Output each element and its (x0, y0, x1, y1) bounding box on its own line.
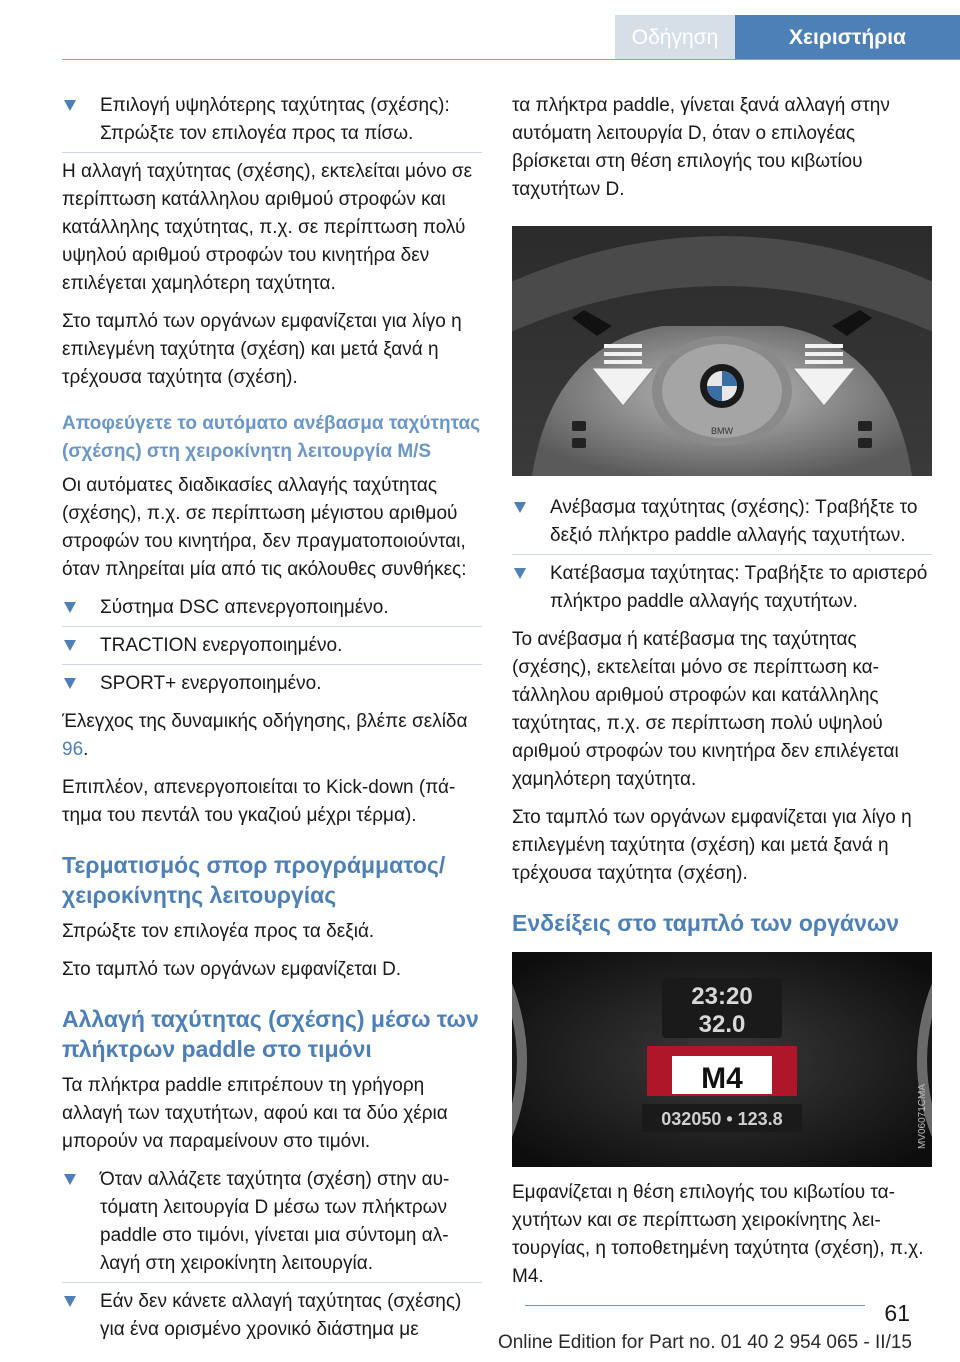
steering-wheel-figure (512, 226, 932, 476)
bullet-triangle-icon (514, 502, 526, 513)
bullet-text: Εάν δεν κάνετε αλλαγή ταχύτητας (σχέσης) για ένα ορισμένο χρονικό διάστημα με (100, 1291, 462, 1340)
cluster-odometer: 032050 • 123.8 (661, 1109, 783, 1129)
cluster-gear: M4 (701, 1062, 743, 1095)
heading-avoid-upshift: Αποφεύγετε το αυτόματο ανέβασμα ταχύτητας (σχέσης) στη χειροκίνητη λειτουργία M/S (62, 413, 481, 462)
bullet-triangle-icon (64, 678, 76, 689)
cluster-time: 23:20 (691, 983, 753, 1010)
bullet-upshift-paddle (512, 494, 932, 550)
bullet-text: Ανέβασμα ταχύτητας (σχέσης): Τραβήξτε το δεξιό πλήκτρο paddle αλλαγής ταχυτήτων. (550, 497, 918, 546)
steering-wheel-illustration (512, 226, 932, 476)
paragraph-shift-conditions-paddle: Το ανέβασμα ή κατέβασμα της ταχύτητας (σχέσης), εκτελείται μόνο σε περίπτωση κατάλληλου αριθμού στροφών και κατάλληλης ταχύτητας, π.χ. σε περίπτωση πολύ υψηλού αριθμού στροφών του κινητήρα δεν επιλέγεται χαμηλότερη ταχύτητα. (512, 629, 899, 790)
bullet-triangle-icon (64, 640, 76, 651)
header-divider (62, 59, 960, 60)
page-header (0, 0, 960, 60)
paragraph-display-info-paddle: Στο ταμπλό των οργάνων εμφανίζεται για λίγο η επιλεγμένη ταχύτητα (σχέση) και μετά ξανά η τρέχουσα ταχύτητα (σχέση). (512, 807, 912, 884)
heading-end-sport-program: Τερματισμός σπορ προγράμματος/ χειροκίνητης λειτουργίας (62, 852, 446, 908)
paragraph-push-right: Σπρώξτε τον επιλογέα προς τα δεξιά. (62, 921, 375, 942)
paragraph-kickdown: Επιπλέον, απενεργοποιείται το Kick-down (πάτημα του πεντάλ του γκαζιού μέχρι τέρμα). (62, 777, 456, 826)
paragraph-driving-dynamics (62, 708, 482, 764)
paragraph-text: . (83, 739, 89, 760)
logo-text: BMW (711, 426, 733, 436)
bullet-triangle-icon (514, 568, 526, 579)
bullet-text: Κατέβασμα ταχύτητας: Τραβήξτε το αριστερό πλήκτρο paddle αλλαγής ταχυτήτων. (550, 563, 928, 612)
paragraph-paddle-return: τα πλήκτρα paddle, γίνεται ξανά αλλαγή στην αυτόματη λειτουργία D, όταν ο επιλογέας βρίσκεται στη θέση επιλογής του κιβωτίου ταχυτήτων D. (512, 95, 890, 200)
footer-divider (525, 1305, 865, 1306)
bullet-triangle-icon (64, 100, 76, 111)
page-footer (0, 1300, 960, 1362)
bullet-upshift-selector (62, 92, 482, 148)
left-column (62, 92, 482, 1354)
edition-text: Online Edition for Part no. 01 40 2 954 065 - II/15 (497, 1332, 912, 1353)
bullet-dsc-off (62, 594, 482, 622)
paragraph-gear-position: Εμφανίζεται η θέση επιλογής του κιβωτίου ταχυτήτων και σε περίπτωση χειροκίνητης λειτουργίας, η τοποθετημένη ταχύτητα (σχέση), π.χ. M4. (512, 1182, 924, 1287)
instrument-cluster-illustration (512, 952, 932, 1167)
right-column (512, 92, 932, 1301)
bullet-text: Επιλογή υψηλότερης ταχύτητας (σχέσης): Σπρώξτε τον επιλογέα προς τα πίσω. (100, 95, 450, 144)
paragraph-shift-conditions: Η αλλαγή ταχύτητας (σχέσης), εκτελείται μόνο σε περίπτωση κατάλληλου αριθμού στροφών και κατάλληλης ταχύτητας, π.χ. σε περίπτωση πολύ υψηλού αριθμού στροφών του κινητήρα δεν επιλέγεται χαμηλότερη ταχύτητα. (62, 161, 473, 294)
heading-paddle-shift: Αλλαγή ταχύτητας (σχέσης) μέσω των πλήκτρων paddle στο τιμόνι (62, 1006, 479, 1062)
instrument-cluster-figure (512, 952, 932, 1167)
bullet-sport-plus (62, 670, 482, 698)
figure-code: MV06071CMA (917, 1083, 928, 1149)
bullet-text: Σύστημα DSC απενεργοποιημένο. (100, 597, 389, 618)
bullet-triangle-icon (64, 602, 76, 613)
bullet-downshift-paddle (512, 560, 932, 616)
page-number: 61 (884, 1300, 910, 1326)
paragraph-display-d: Στο ταμπλό των οργάνων εμφανίζεται D. (62, 959, 402, 980)
paragraph-text: Έλεγχος της δυναμικής οδήγησης, βλέπε σελίδα (62, 711, 468, 732)
bullet-paddle-auto-mode (62, 1166, 482, 1278)
heading-instrument-display: Ενδείξεις στο ταμπλό των οργάνων (512, 910, 900, 936)
paragraph-automatic-procedures: Οι αυτόματες διαδικασίες αλλαγής ταχύτητας (σχέσης), π.χ. σε περίπτωση μέγιστου αριθμού στροφών του κινητήρα, δεν πραγματοποιούνται, όταν πληρείται μία από τις ακόλουθες συνθήκες: (62, 475, 467, 580)
header-tab-driving[interactable]: Οδήγηση (615, 15, 735, 60)
bullet-text: TRACTION ενεργοποιημένο. (100, 635, 343, 656)
bullet-traction (62, 632, 482, 660)
cluster-value: 32.0 (698, 1011, 746, 1038)
paragraph-paddle-intro: Τα πλήκτρα paddle επιτρέπουν τη γρήγορη αλλαγή των ταχυτήτων, αφού και τα δύο χέρια μπορούν να παραμείνουν στο τιμόνι. (62, 1075, 448, 1152)
page-link[interactable]: 96 (62, 739, 84, 760)
bullet-text: Όταν αλλάζετε ταχύτητα (σχέση) στην αυτόματη λειτουργία D μέσω των πλήκτρων paddle στο τιμόνι, γίνεται μια σύντομη αλλαγή στη χειροκίνητη λειτουργία. (100, 1169, 450, 1274)
paragraph-display-info: Στο ταμπλό των οργάνων εμφανίζεται για λίγο η επιλεγμένη ταχύτητα (σχέση) και μετά ξανά η τρέχουσα ταχύτητα (σχέση). (62, 311, 462, 388)
bullet-text: SPORT+ ενεργοποιημένο. (100, 673, 322, 694)
bullet-triangle-icon (64, 1174, 76, 1185)
header-tab-controls[interactable]: Χειριστήρια (735, 15, 960, 60)
